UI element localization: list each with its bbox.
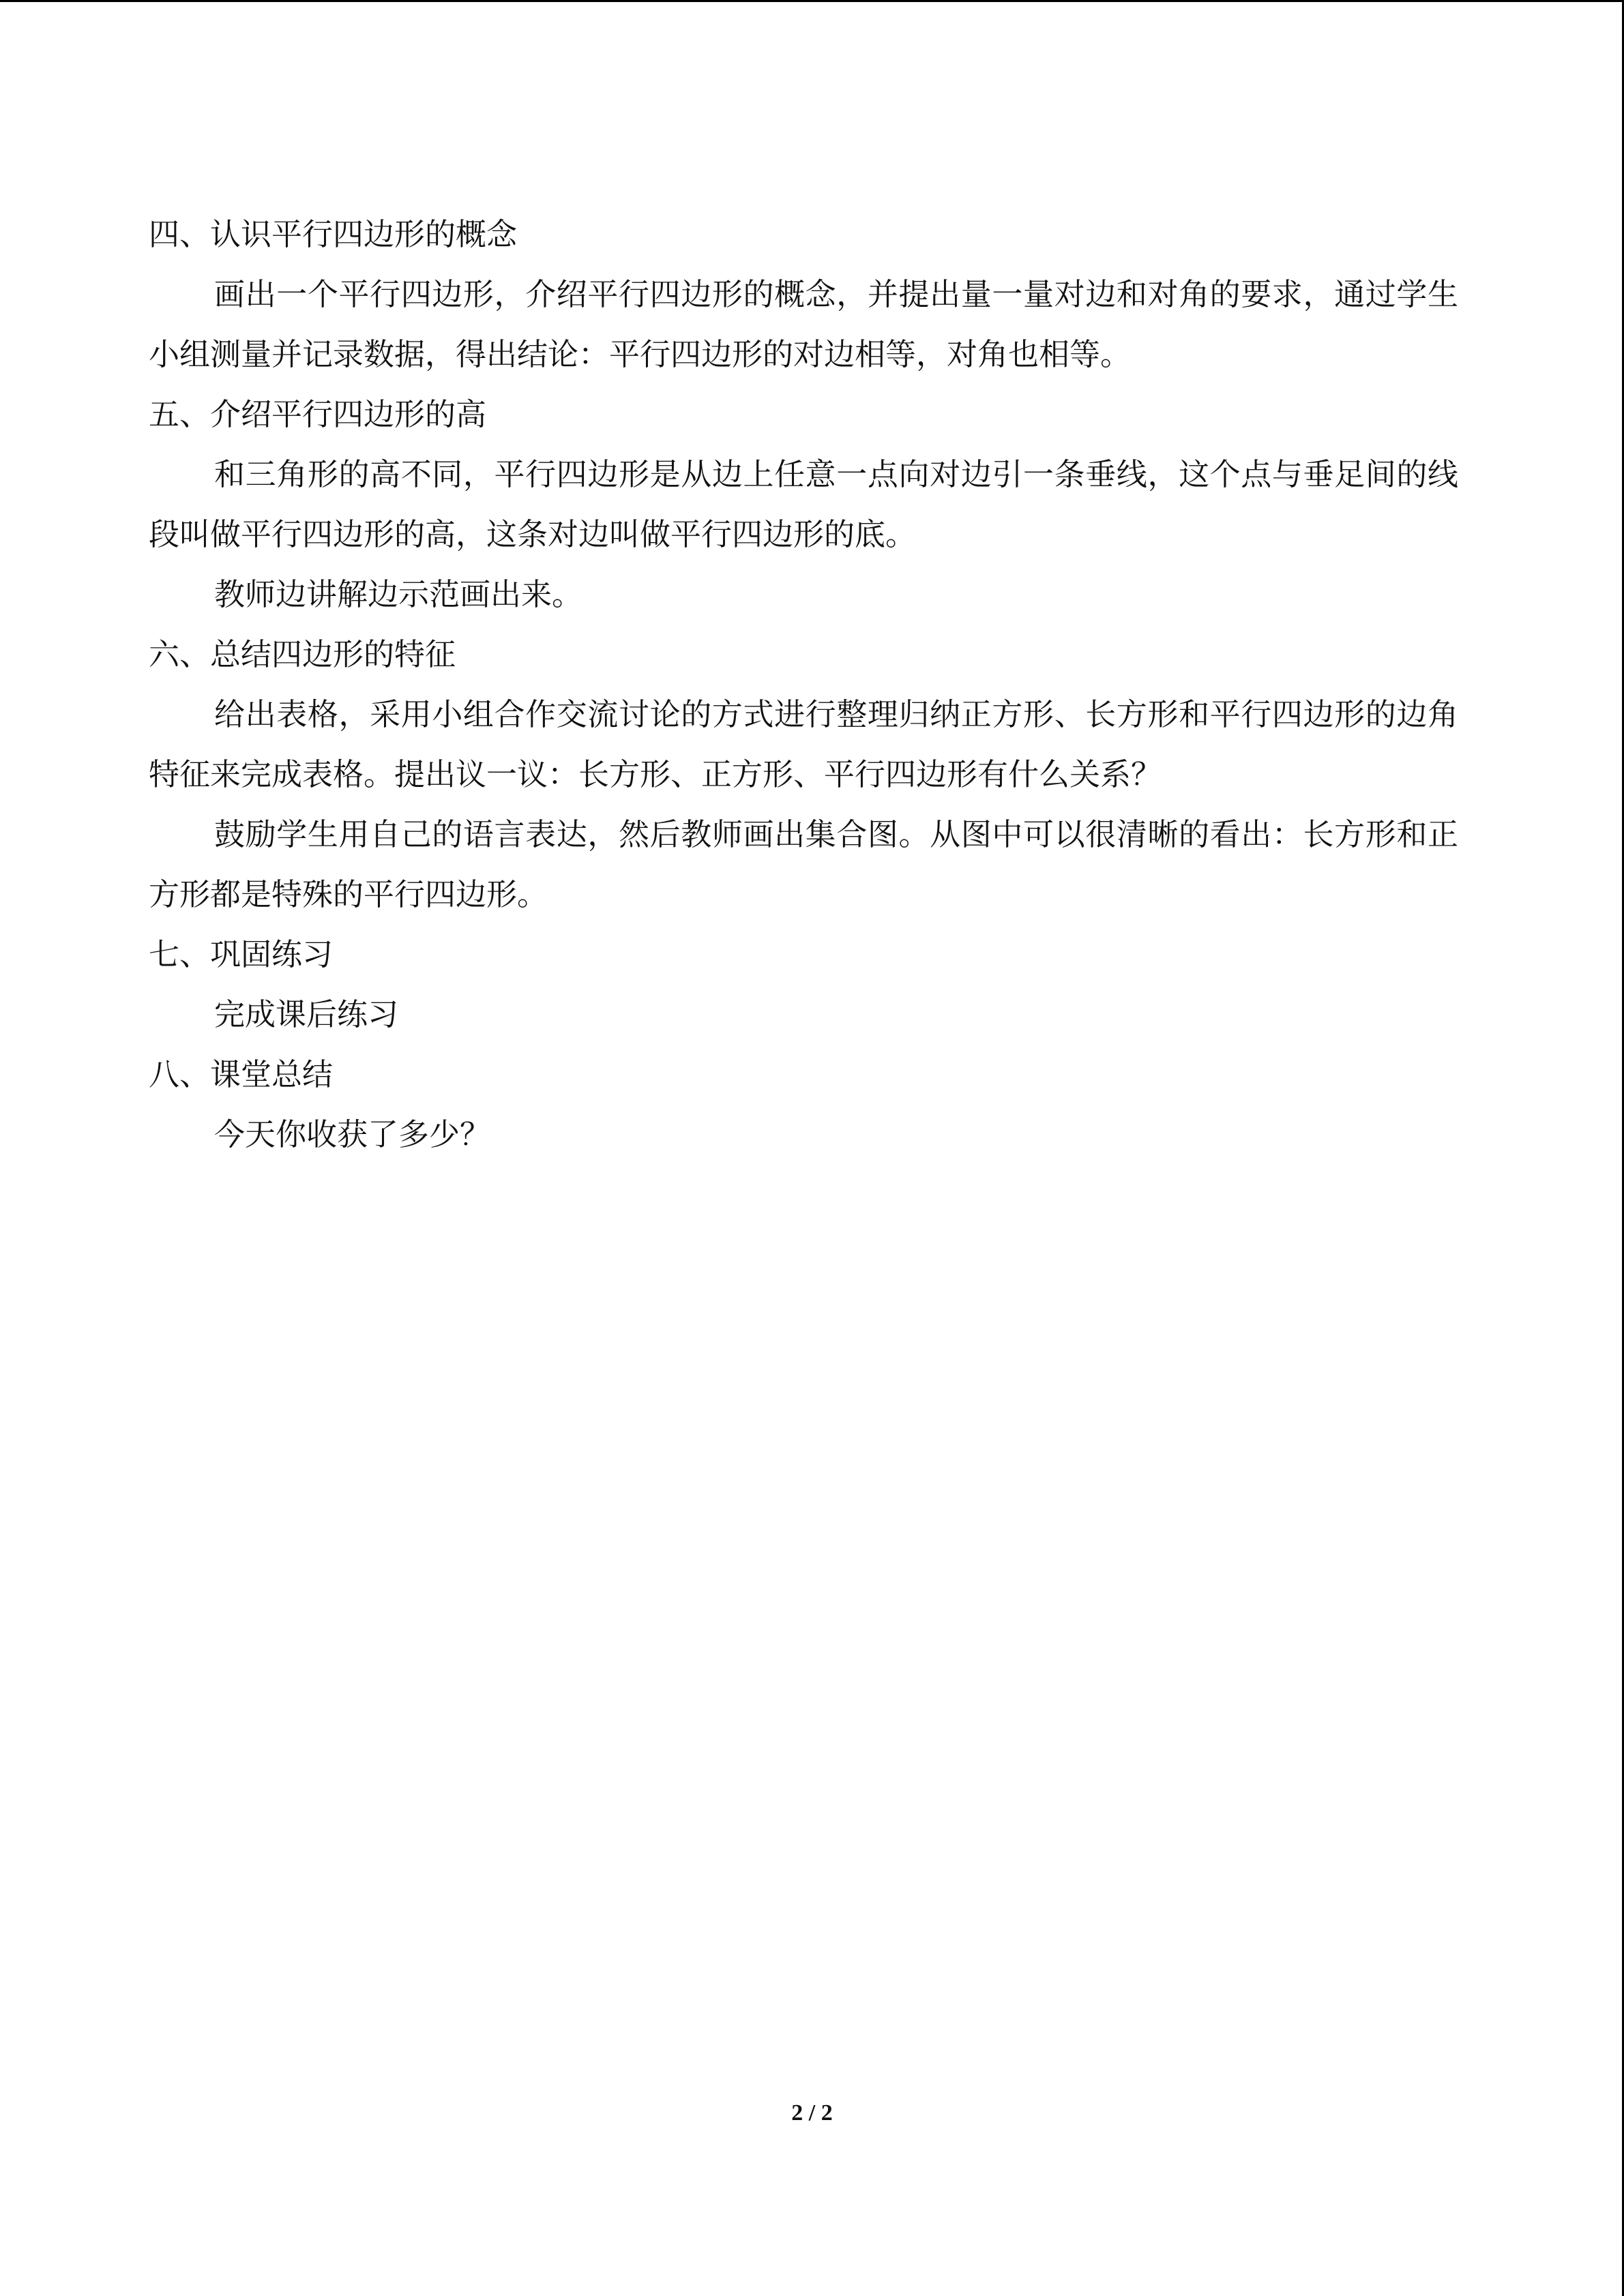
document-body [149,205,1458,1165]
section-heading-6: 六、总结四边形的特征 [149,636,456,672]
section-8-paragraph-1: 今天你收获了多少？ [214,1116,491,1152]
top-border [0,0,1624,2]
section-heading-7: 七、巩固练习 [149,936,334,972]
section-4-paragraph-1: 画出一个平行四边形，介绍平行四边形的概念，并提出量一量对边和对角的要求，通过学生小组测量并记录数据，得出结论：平行四边形的对边相等，对角也相等。 [149,276,1458,372]
section-6-paragraph-1: 给出表格，采用小组合作交流讨论的方式进行整理归纳正方形、长方形和平行四边形的边角特征来完成表格。提出议一议：长方形、正方形、平行四边形有什么关系？ [149,696,1458,792]
section-heading-8: 八、课堂总结 [149,1056,334,1092]
section-heading-5: 五、介绍平行四边形的高 [149,396,487,432]
section-5-paragraph-1: 和三角形的高不同，平行四边形是从边上任意一点向对边引一条垂线，这个点与垂足间的线段叫做平行四边形的高，这条对边叫做平行四边形的底。 [149,456,1458,552]
section-heading-4: 四、认识平行四边形的概念 [149,216,518,252]
section-6-paragraph-2: 鼓励学生用自己的语言表达，然后教师画出集合图。从图中可以很清晰的看出：长方形和正方形都是特殊的平行四边形。 [149,816,1458,912]
section-7-paragraph-1: 完成课后练习 [214,996,399,1032]
page-number: 2 / 2 [791,2100,833,2126]
section-5-paragraph-2: 教师边讲解边示范画出来。 [214,576,583,612]
